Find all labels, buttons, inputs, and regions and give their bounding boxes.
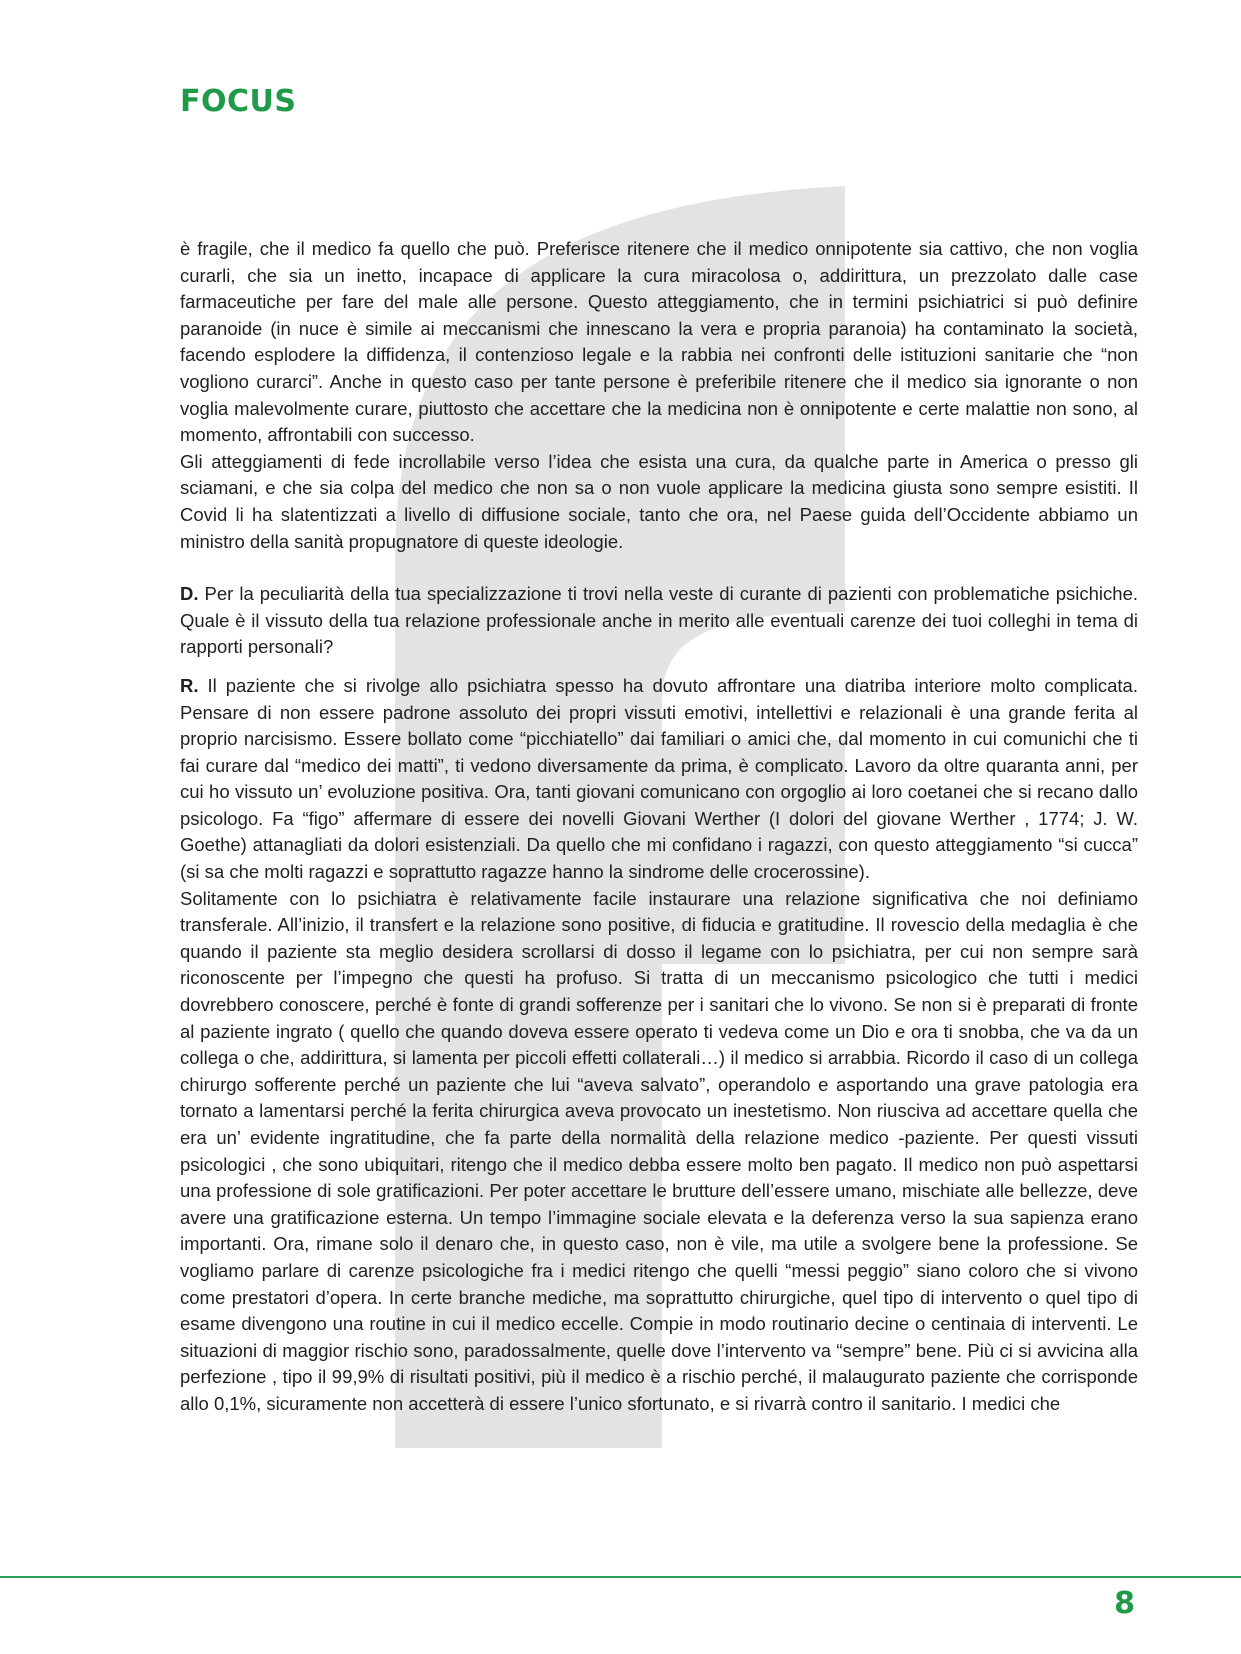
question-marker: D.: [180, 583, 199, 605]
answer-text: Il paziente che si rivolge allo psichiatra spesso ha dovuto affrontare una diatriba interiore molto complicata. Pensare di non essere padrone assoluto dei propri vissuti emotivi, intellettivi e relazionali è una grande ferita al proprio narcisismo. Essere bollato come “picchiatello” dai familiari o amici che, dal momento in cui comunichi che ti fai curare dal “medico dei matti”, ti vedono diversamente da prima, è complicato. Lavoro da oltre quaranta anni, per cui ho vissuto un’ evoluzione positiva. Ora, tanti giovani comunicano con orgoglio ai loro coetanei che si recano dallo psicologo. Fa “figo” affermare di essere dei novelli Giovani Werther (I dolori del giovane Werther , 1774; J. W. Goethe) attanagliati da dolori esistenziali. Da quello che mi confidano i ragazzi, con questo atteggiamento “si cucca” (si sa che molti ragazzi e soprattutto ragazze hanno la sindrome delle crocerossine).: [180, 674, 1138, 883]
body-paragraph: Gli atteggiamenti di fede incrollabile verso l’idea che esista una cura, da qualche parte in America o presso gli sciamani, e che sia colpa del medico che non sa o non vuole applicare la medicina giusta sono sempre esistiti. Il Covid li ha slatentizzati a livello di diffusione sociale, tanto che ora, nel Paese guida dell’Occidente abbiamo un ministro della sanità propugnatore di queste ideologie.: [180, 450, 1138, 552]
page-number: 8: [1114, 1586, 1135, 1621]
question-text: Per la peculiarità della tua specializzazione ti trovi nella veste di curante di pazienti con problematiche psichiche. Quale è il vissuto della tua relazione professionale anche in merito alle eventuali carenze dei tuoi colleghi in tema di rapporti personali?: [180, 583, 1138, 658]
question-paragraph: [180, 581, 1138, 661]
section-title: FOCUS: [180, 84, 297, 119]
footer-rule: [0, 1576, 1241, 1578]
body-paragraph: è fragile, che il medico fa quello che può. Preferisce ritenere che il medico onnipotente sia cattivo, che non voglia curarli, che sia un inetto, incapace di applicare la cura miracolosa o, addirittura, un prezzolato dalle case farmaceutiche per fare del male alle persone. Questo atteggiamento, che in termini psichiatrici si può definire paranoide (in nuce è simile ai meccanismi che innescano la vera e propria paranoia) ha contaminato la società, facendo esplodere la diffidenza, il contenzioso legale e la rabbia nei confronti delle istituzioni sanitarie che “non vogliono curarci”. Anche in questo caso per tante persone è preferibile ritenere che il medico sia ignorante o non voglia malevolmente curare, piuttosto che accettare che la medicina non è onnipotente e certe malattie non sono, al momento, affrontabili con successo.: [180, 238, 1138, 446]
answer-marker: R.: [180, 674, 199, 696]
article-body: [180, 236, 1138, 1418]
answer-paragraph: [180, 673, 1138, 886]
body-paragraph: Solitamente con lo psichiatra è relativamente facile instaurare una relazione significativa che noi definiamo transferale. All’inizio, il transfert e la relazione sono positive, di fiducia e gratitudine. Il rovescio della medaglia è che quando il paziente sta meglio desidera scrollarsi di dosso il legame con lo psichiatra, per cui non sempre sarà riconoscente per l’impegno che questi ha profuso. Si tratta di un meccanismo psicologico che tutti i medici dovrebbero conoscere, perché è fonte di grandi sofferenze per i sanitari che lo vivono. Se non si è preparati di fronte al paziente ingrato ( quello che quando doveva essere operato ti vedeva come un Dio e ora ti snobba, che va da un collega o che, addirittura, si lamenta per piccoli effetti collaterali…) il medico si arrabbia. Ricordo il caso di un collega chirurgo sofferente perché un paziente che lui “aveva salvato”, operandolo e asportando una grave patologia era tornato a lamentarsi perché la ferita chirurgica aveva provocato un inestetismo. Non riusciva ad accettare quella che era un’ evidente ingratitudine, che fa parte della normalità della relazione medico -paziente. Per questi vissuti psicologici , che sono ubiquitari, ritengo che il medico debba essere molto ben pagato. Il medico non può aspettarsi una professione di sole gratificazioni. Per poter accettare le brutture dell’essere umano, mischiate alle bellezze, deve avere una gratificazione esterna. Un tempo l’immagine sociale elevata e la deferenza verso la sua sapienza erano importanti. Ora, rimane solo il denaro che, in questo caso, non è vile, ma utile a svolgere bene la professione. Se vogliamo parlare di carenze psicologiche fra i medici ritengo che quelli “messi peggio” siano coloro che si vivono come prestatori d’opera. In certe branche mediche, ma soprattutto chirurgiche, quel tipo di intervento o quel tipo di esame divengono una routine in cui il medico eccelle. Compie in modo routinario decine o centinaia di interventi. Le situazioni di maggior rischio sono, paradossalmente, quelle dove l’intervento va “sempre” bene. Più ci si avvicina alla perfezione , tipo il 99,9% di risultati positivi, più il medico è a rischio perché, il malaugurato paziente che corrisponde allo 0,1%, sicuramente non accetterà di essere l’unico sfortunato, e si rivarrà contro il sanitario. I medici che: [180, 887, 1138, 1414]
